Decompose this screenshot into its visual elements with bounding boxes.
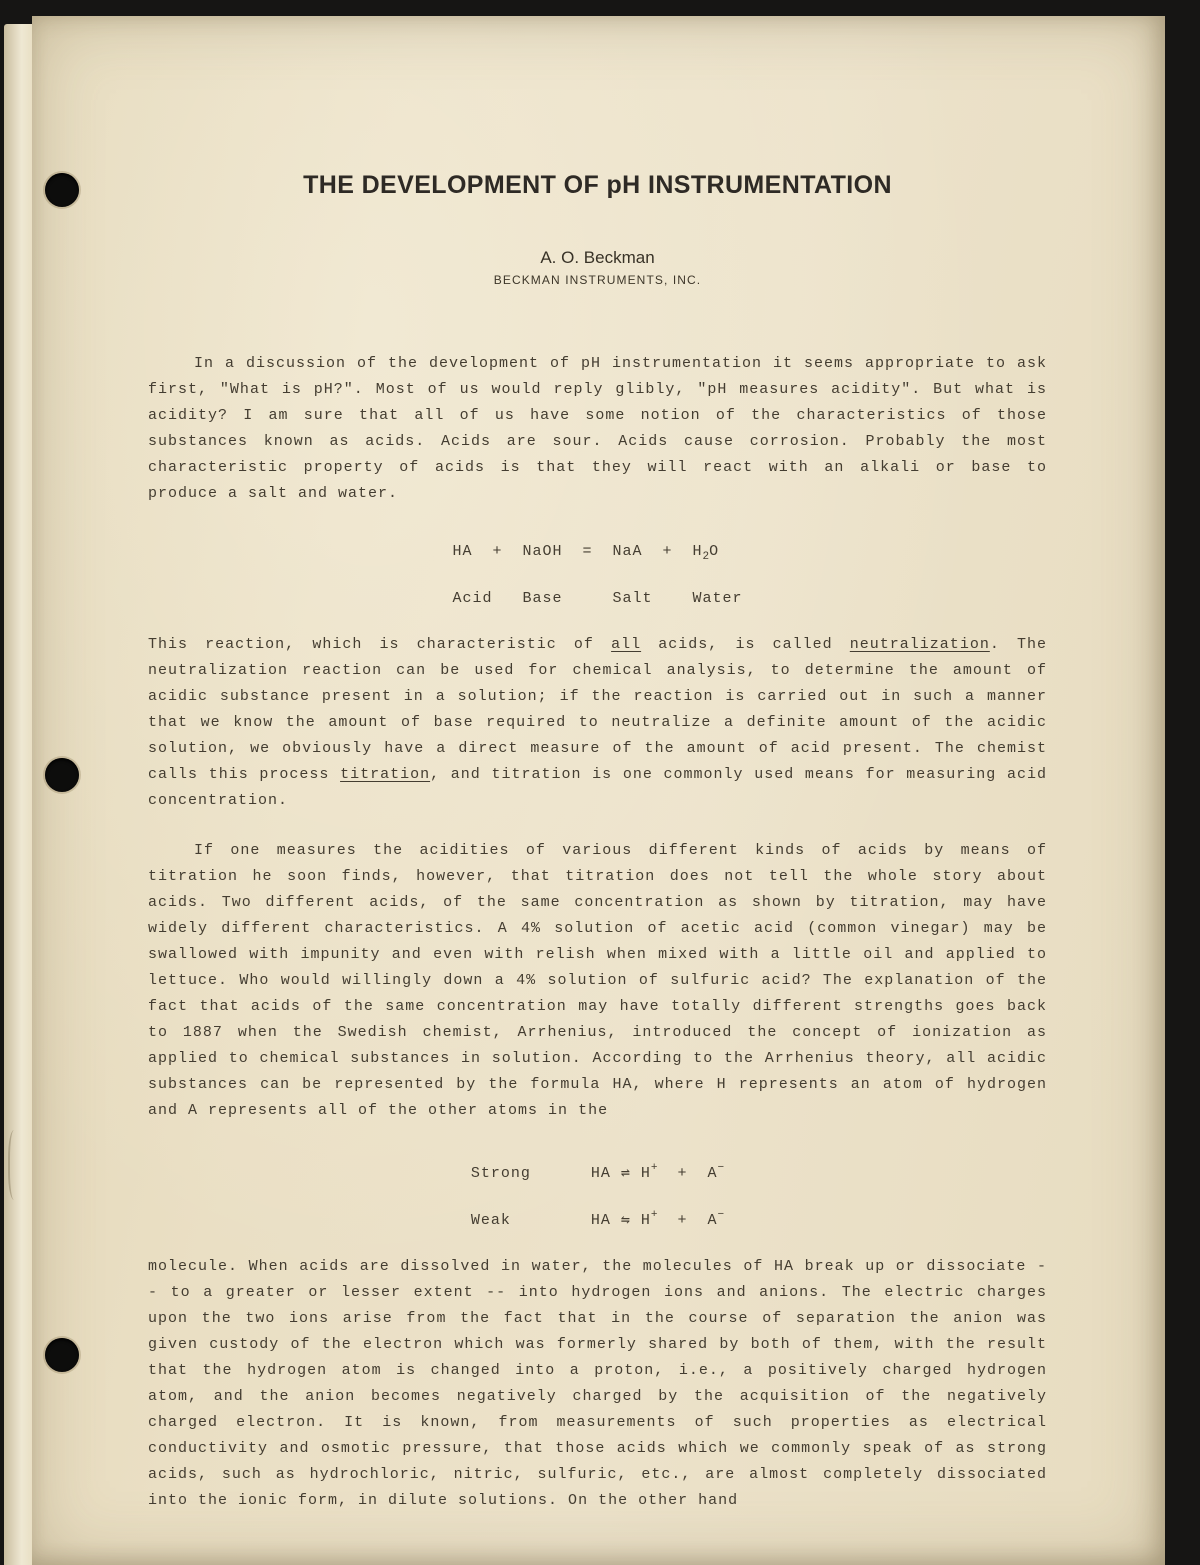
neutralization-labels: Acid Base Salt Water <box>452 590 743 607</box>
hydrogen-ion-superscript: + <box>650 1162 658 1174</box>
author-name: A. O. Beckman <box>540 248 655 267</box>
text-segment: This reaction, which is characteristic of <box>148 636 612 653</box>
neutralization-equation <box>148 531 1047 620</box>
neutralization-formula <box>452 531 742 578</box>
weak-equation-text: Weak HA ⇋ H <box>470 1212 651 1229</box>
anion-superscript: − <box>717 1209 725 1221</box>
underlined-word-titration: titration <box>340 766 431 783</box>
weak-acid-equation <box>471 1195 724 1242</box>
dissociation-equations <box>148 1148 1047 1242</box>
strong-equation-mid: + A <box>657 1165 718 1182</box>
author-affiliation: BECKMAN INSTRUMENTS, INC. <box>493 273 702 287</box>
byline <box>148 248 1047 287</box>
hydrogen-ion-superscript: + <box>650 1209 658 1221</box>
document-title: THE DEVELOPMENT OF pH INSTRUMENTATION <box>303 171 892 199</box>
document-content <box>148 16 1047 1514</box>
anion-superscript: − <box>717 1162 725 1174</box>
punch-hole-top <box>45 173 79 207</box>
underlined-word-neutralization: neutralization <box>849 636 990 653</box>
underlined-word-all: all <box>611 636 642 653</box>
document-page <box>32 16 1165 1565</box>
text-segment: , and titration is one commonly used means for measuring acid concentration. <box>148 766 1047 809</box>
punch-hole-bottom <box>45 1338 79 1372</box>
neutralization-equation-block <box>452 531 742 620</box>
weak-equation-mid: + A <box>657 1212 718 1229</box>
paragraph-neutralization <box>148 632 1047 814</box>
formula-subscript: 2 <box>702 551 710 563</box>
formula-text-end: O <box>709 543 720 560</box>
strong-acid-equation <box>471 1148 724 1195</box>
binding-thread <box>8 1130 20 1200</box>
paragraph-intro: In a discussion of the development of pH instrumentation it seems appropriate to ask first, "What is pH?". Most of us would reply glibly, "pH measures acidity". But what is acidity? I am sure that all of us have some notion of the characteristics of those substances known as acids. Acids are sour. Acids cause corrosion. Probably the most characteristic property of acids is that they will react with an alkali or base to produce a salt and water. <box>148 355 1047 502</box>
text-segment: acids, is called <box>641 636 850 653</box>
paragraph-dissociation: molecule. When acids are dissolved in water, the molecules of HA break up or dissociate -- to a greater or lesser extent -- into hydrogen ions and anions. The electric charges upon the two ions arise from the fact that in the course of separation the anion was given custody of the electron which was formerly shared by both of them, with the result that the hydrogen atom is changed into a proton, i.e., a positively charged hydrogen atom, and the anion becomes negatively charged by the acquisition of the negatively charged electron. It is known, from measurements of such properties as electrical conductivity and osmotic pressure, that those acids which we commonly speak of as strong acids, such as hydrochloric, nitric, sulfuric, etc., are almost completely dissociated into the ionic form, in dilute solutions. On the other hand <box>148 1258 1047 1509</box>
paragraph-titration: If one measures the acidities of various different kinds of acids by means of titration he soon finds, however, that titration does not tell the whole story about acids. Two different acids, of the same concentration as shown by titration, may have widely different characteristics. A 4% solution of acetic acid (common vinegar) may be swallowed with impunity and even with relish when mixed with a little oil and applied to lettuce. Who would willingly down a 4% solution of sulfuric acid? The explanation of the fact that acids of the same concentration may have totally different strengths goes back to 1887 when the Swedish chemist, Arrhenius, introduced the concept of ionization as applied to chemical substances in solution. According to the Arrhenius theory, all acidic substances can be represented by the formula HA, where H represents an atom of hydrogen and A represents all of the other atoms in the <box>148 842 1047 1119</box>
text-segment: . The neutralization reaction can be used for chemical analysis, to determine the amount of acidic substance present in a solution; if the reaction is carried out in such a manner that we know the amount of base required to neutralize a definite amount of the acidic solution, we obviously have a direct measure of the amount of acid present. The chemist calls this process <box>148 636 1048 783</box>
dissociation-equation-block <box>471 1148 724 1242</box>
strong-equation-text: Strong HA ⇌ H <box>470 1165 651 1182</box>
formula-text: HA + NaOH = NaA + H <box>452 543 703 560</box>
punch-hole-middle <box>45 758 79 792</box>
